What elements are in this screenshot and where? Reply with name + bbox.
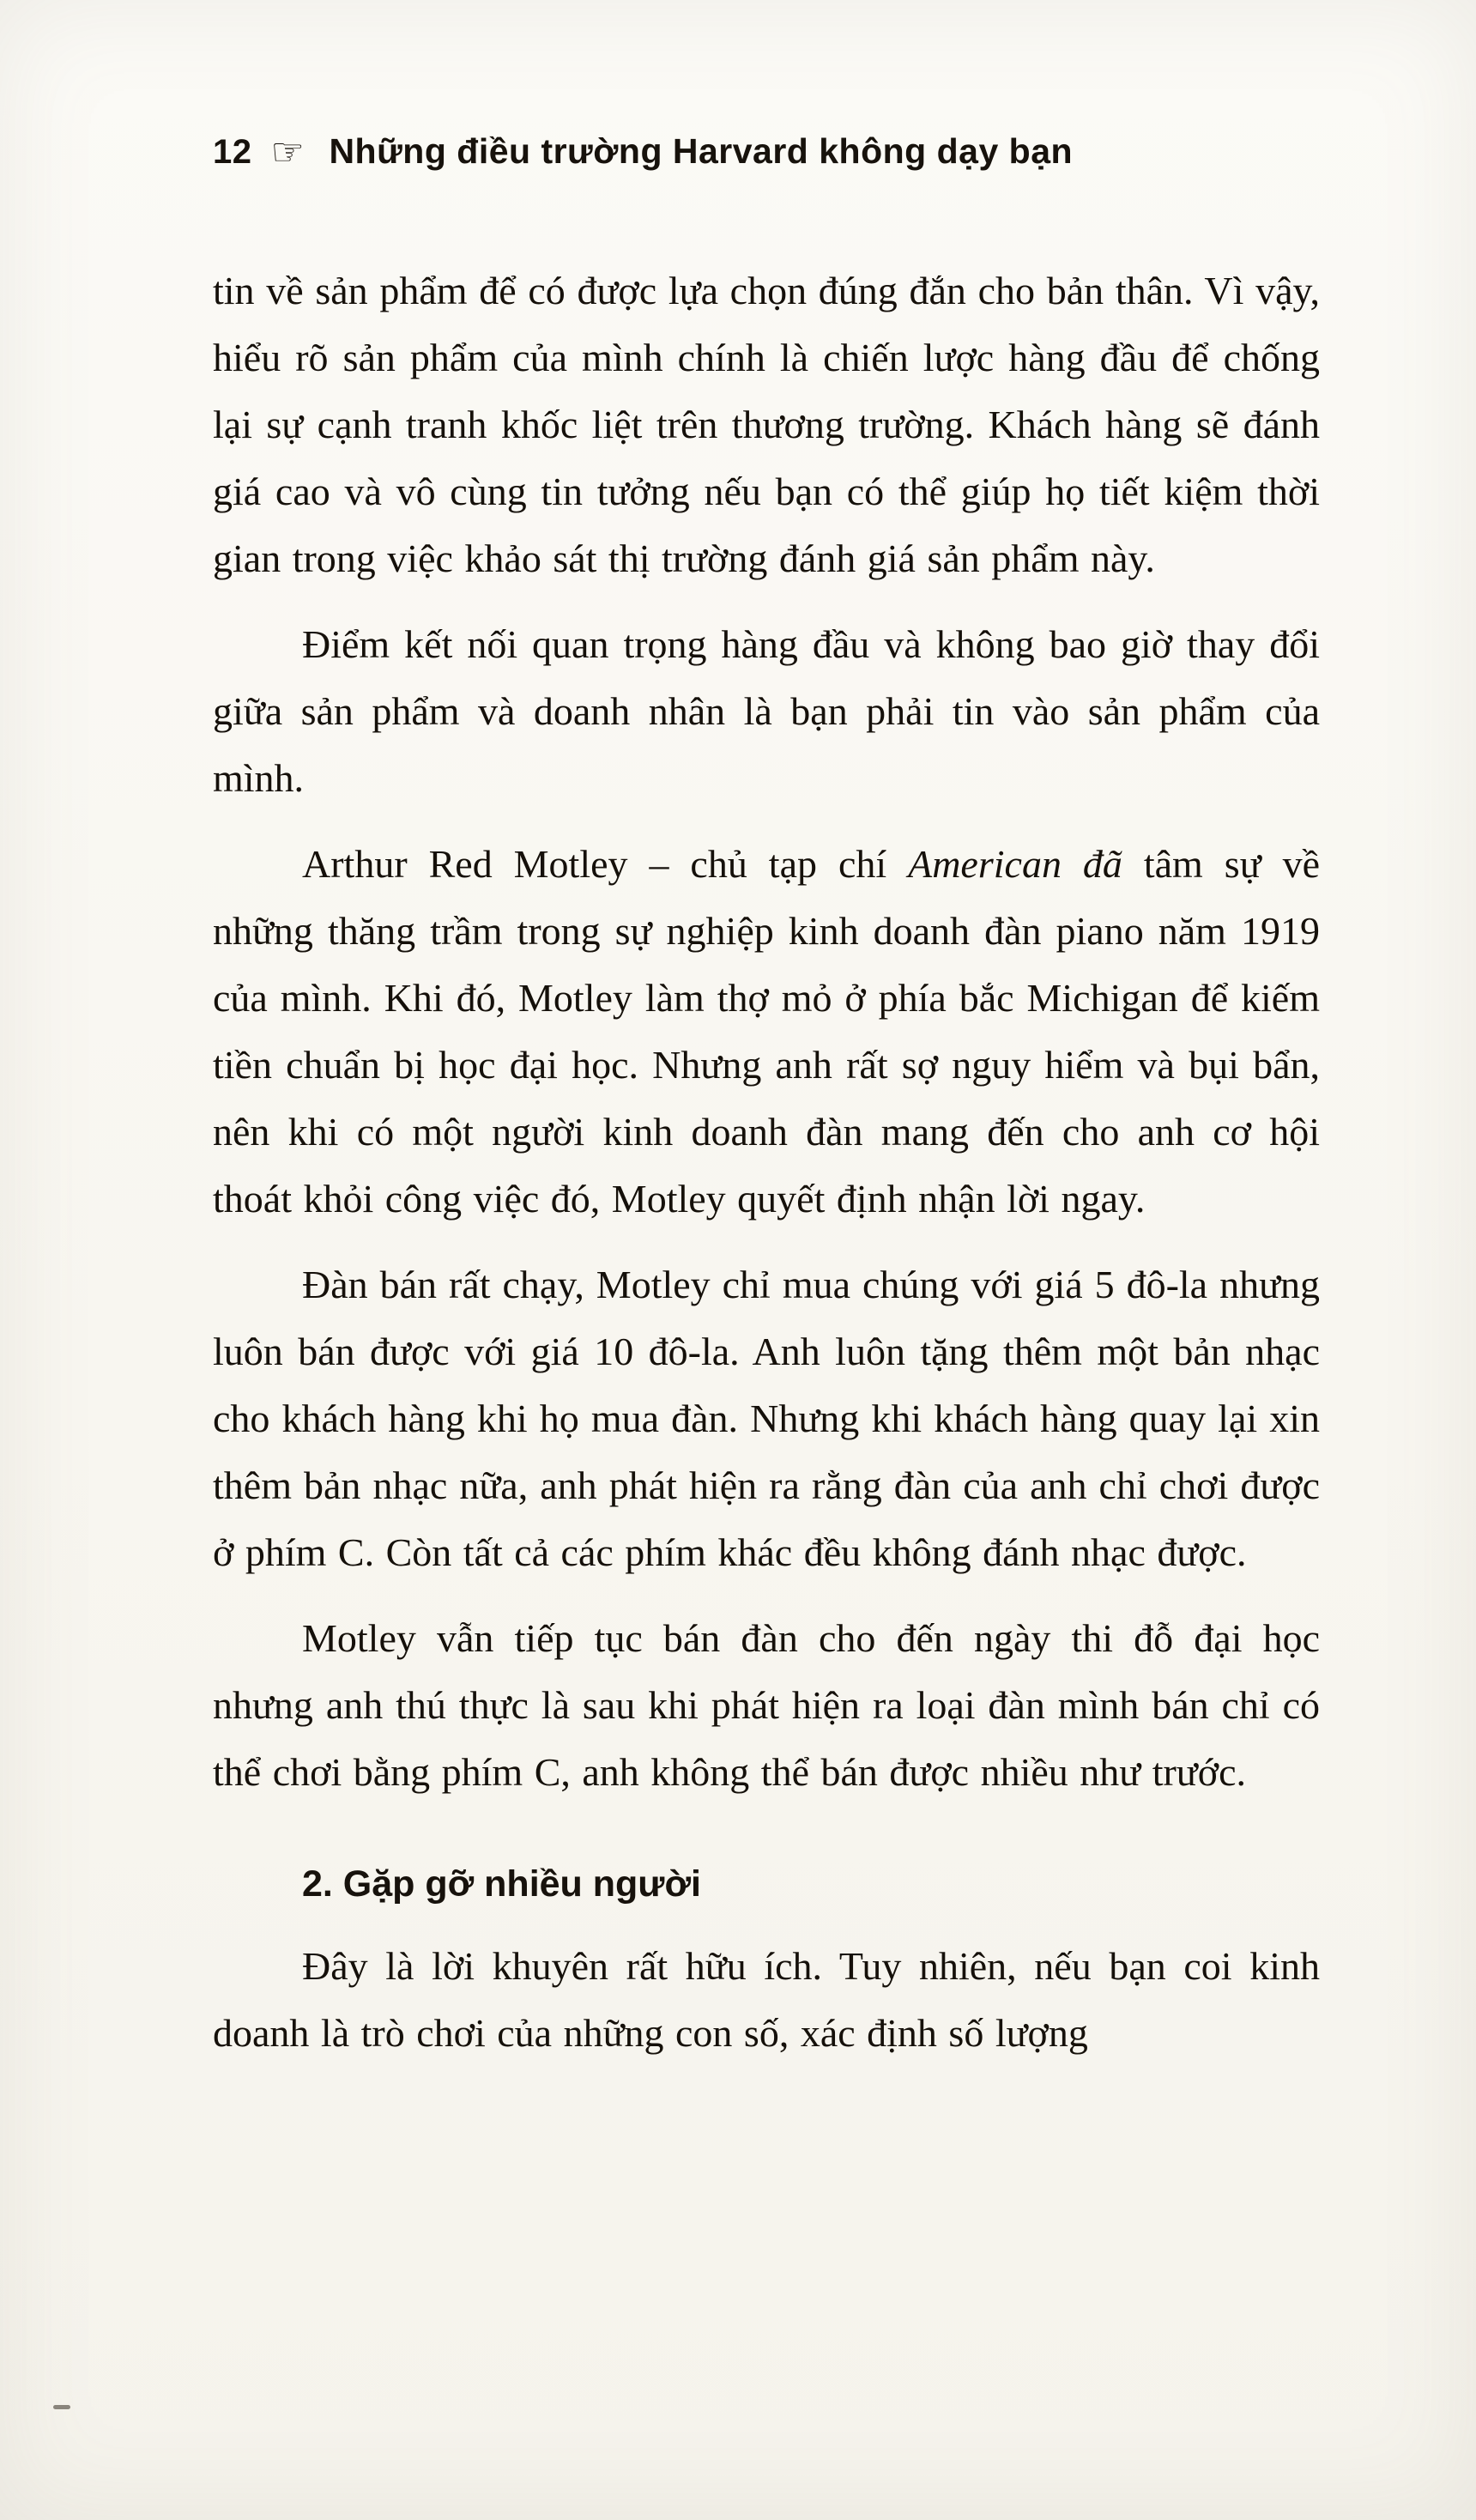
paragraph: Đây là lời khuyên rất hữu ích. Tuy nhiên, nếu bạn coi kinh doanh là trò chơi của những con số, xác định số lượng	[213, 1944, 1320, 2055]
paragraph: tin về sản phẩm để có được lựa chọn đúng đắn cho bản thân. Vì vậy, hiểu rõ sản phẩm của mình chính là chiến lược hàng đầu để chống lại sự cạnh tranh khốc liệt trên thương trường. Khách hàng sẽ đánh giá cao và vô cùng tin tưởng nếu bạn có thể giúp họ tiết kiệm thời gian trong việc khảo sát thị trường đánh giá sản phẩm này.	[213, 269, 1320, 580]
pointing-hand-icon: ☞	[270, 130, 305, 174]
page-body	[213, 257, 1320, 2086]
section-heading: 2. Gặp gỡ nhiều người	[302, 1863, 701, 1905]
paragraph: Đàn bán rất chạy, Motley chỉ mua chúng với giá 5 đô-la nhưng luôn bán được với giá 10 đô-la. Anh luôn tặng thêm một bản nhạc cho khách hàng khi họ mua đàn. Nhưng khi khách hàng quay lại xin thêm bản nhạc nữa, anh phát hiện ra rằng đàn của anh chỉ chơi được ở phím C. Còn tất cả các phím khác đều không đánh nhạc được.	[213, 1263, 1320, 1574]
magazine-title-italic: American đã	[908, 842, 1122, 886]
running-head-title: Những điều trường Harvard không dạy bạn	[329, 131, 1074, 171]
page-header	[213, 129, 1320, 173]
paragraph: Điểm kết nối quan trọng hàng đầu và không bao giờ thay đổi giữa sản phẩm và doanh nhân là bạn phải tin vào sản phẩm của mình.	[213, 622, 1320, 800]
paragraph-text: Arthur Red Motley – chủ tạp chí	[302, 842, 909, 886]
paragraph	[213, 831, 1320, 1233]
page-number: 12	[213, 133, 252, 171]
paragraph: Motley vẫn tiếp tục bán đàn cho đến ngày thi đỗ đại học nhưng anh thú thực là sau khi phát hiện ra loại đàn mình bán chỉ có thể chơi bằng phím C, anh không thể bán được nhiều như trước.	[213, 1616, 1320, 1794]
scan-artifact-mark	[53, 2405, 70, 2409]
paragraph-text: tâm sự về những thăng trầm trong sự nghiệp kinh doanh đàn piano năm 1919 của mình. Khi đó, Motley làm thợ mỏ ở phía bắc Michigan để kiếm tiền chuẩn bị học đại học. Nhưng anh rất sợ nguy hiểm và bụi bẩn, nên khi có một người kinh doanh đàn mang đến cho anh cơ hội thoát khỏi công việc đó, Motley quyết định nhận lời ngay.	[213, 842, 1320, 1221]
